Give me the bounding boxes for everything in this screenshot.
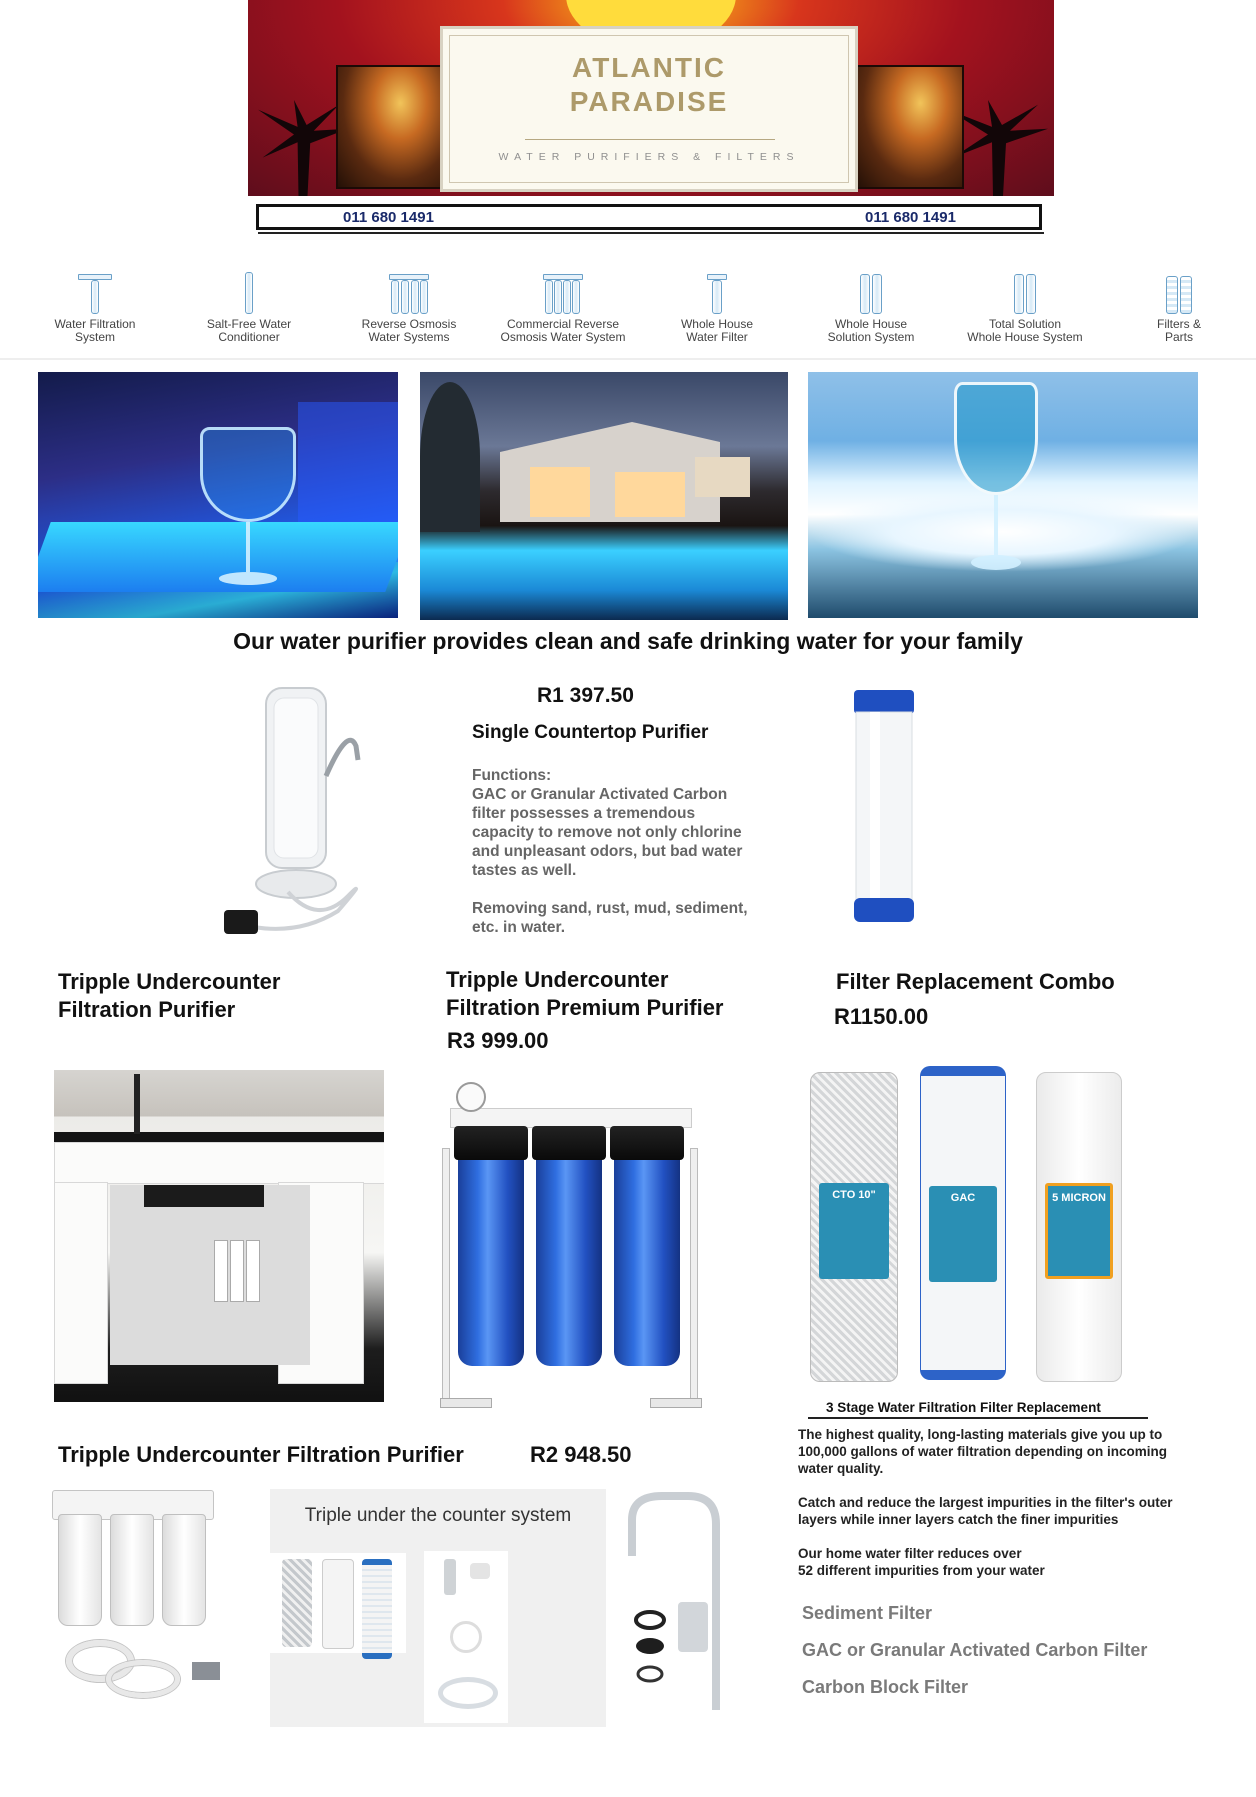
ro-system-icon — [389, 272, 429, 316]
product-price-triple-basic: R2 948.50 — [530, 1442, 632, 1467]
product-title-filter-combo[interactable]: Filter Replacement Combo — [836, 969, 1115, 994]
banner-photo-right — [856, 65, 964, 189]
nav-item-whole-house-filter[interactable] — [652, 272, 782, 344]
nav-item-water-filtration[interactable] — [30, 272, 160, 344]
product-title-triple-undercounter[interactable]: Tripple Undercounter Filtration Purifier — [58, 969, 281, 1022]
combo-caption-underline — [808, 1417, 1148, 1419]
slim-filter-icon — [242, 272, 256, 316]
nav-label: Reverse Osmosis Water Systems — [361, 317, 457, 344]
nav-label: Whole House Solution System — [827, 317, 915, 344]
nav-label: Total Solution Whole House System — [967, 317, 1083, 344]
phone-bar-shadow — [258, 232, 1044, 234]
triple-blue-filter-image — [440, 1108, 702, 1408]
filter-combo-image — [808, 1066, 1138, 1382]
filter-type-carbon-block: Carbon Block Filter — [802, 1677, 969, 1697]
nav-label: Salt-Free Water Conditioner — [206, 317, 292, 344]
dual-filter-icon — [859, 272, 883, 316]
nav-item-filters-parts[interactable] — [1114, 272, 1244, 344]
phone-number-left[interactable]: 011 680 1491 — [343, 209, 434, 226]
nav-item-whole-house-solution[interactable] — [806, 272, 936, 344]
phone-bar — [256, 204, 1042, 230]
product-title-triple-basic[interactable]: Tripple Undercounter Filtration Purifier — [58, 1442, 464, 1467]
combo-description: The highest quality, long-lasting materials give you up to 100,000 gallons of water filtration depending on incoming water quality. Catch and reduce the largest impurities in the filter's outer layers while inner layers catch the finer impurities Our home water filter reduces over 52 different impurities from your water — [798, 1427, 1173, 1578]
undercounter-kitchen-image — [54, 1070, 384, 1402]
filter-cartridge-image — [850, 688, 918, 924]
commercial-ro-icon — [543, 272, 583, 316]
nav-label: Commercial Reverse Osmosis Water System — [500, 317, 626, 344]
nav-label: Whole House Water Filter — [680, 317, 754, 344]
brand-divider — [525, 139, 775, 140]
nav-item-reverse-osmosis[interactable] — [344, 272, 474, 344]
filter-label-gac: GAC — [929, 1186, 997, 1282]
wine-glass-graphic — [200, 427, 296, 585]
nav-divider — [0, 358, 1256, 360]
filter-type-sediment: Sediment Filter — [802, 1603, 933, 1623]
nav-label: Filters & Parts — [1156, 317, 1201, 344]
hero-image-house-pool — [420, 372, 788, 620]
brand-name: ATLANTIC PARADISE — [569, 52, 729, 117]
triple-system-panel — [270, 1489, 606, 1727]
triple-system-panel-title: Triple under the counter system — [304, 1505, 572, 1526]
hero-image-glass-waves — [808, 372, 1198, 618]
brand-tagline: WATER PURIFIERS & FILTERS — [498, 151, 800, 163]
brand-logo[interactable] — [440, 26, 858, 192]
combo-caption: 3 Stage Water Filtration Filter Replacement — [826, 1400, 1101, 1415]
nav-item-commercial-ro[interactable] — [498, 272, 628, 344]
phone-number-right[interactable]: 011 680 1491 — [865, 209, 956, 226]
palm-tree-left — [258, 100, 348, 196]
product-price-triple-premium: R3 999.00 — [447, 1028, 549, 1053]
cartridge-set-image — [270, 1553, 406, 1653]
white-triple-filter-image — [52, 1490, 232, 1710]
faucet-image — [612, 1490, 762, 1730]
nav-item-salt-free-conditioner[interactable] — [184, 272, 314, 344]
hero-caption: Our water purifier provides clean and safe drinking water for your family — [233, 628, 1023, 654]
nav-label: Water Filtration System — [54, 317, 136, 344]
header-banner — [248, 0, 1054, 196]
countertop-price: R1 397.50 — [537, 684, 634, 707]
wine-glass-graphic — [954, 382, 1038, 570]
filter-label-5-micron: 5 MICRON — [1045, 1183, 1113, 1279]
countertop-purifier-image — [218, 686, 373, 944]
whole-house-filter-icon — [707, 272, 727, 316]
cartridges-icon — [1165, 272, 1193, 316]
countertop-title[interactable]: Single Countertop Purifier — [472, 722, 709, 743]
banner-photo-left — [336, 65, 444, 189]
single-filter-icon — [78, 272, 112, 316]
pressure-gauge-icon — [456, 1082, 486, 1112]
dual-filter-icon — [1013, 272, 1037, 316]
filter-label-cto: CTO 10" — [819, 1183, 889, 1279]
countertop-functions: Functions: GAC or Granular Activated Carbon filter possesses a tremendous capacity to remove not only chlorine and unpleasant odors, but bad water tastes as well. Removing sand, rust, mud, sediment, etc. in water. — [472, 767, 748, 936]
hero-image-glass-bar — [38, 372, 398, 618]
fittings-image — [424, 1551, 508, 1723]
product-price-filter-combo: R1150.00 — [834, 1004, 929, 1029]
nav-item-total-solution[interactable] — [960, 272, 1090, 344]
product-title-triple-premium[interactable]: Tripple Undercounter Filtration Premium Purifier — [446, 967, 724, 1020]
filter-type-gac: GAC or Granular Activated Carbon Filter — [802, 1640, 1148, 1660]
